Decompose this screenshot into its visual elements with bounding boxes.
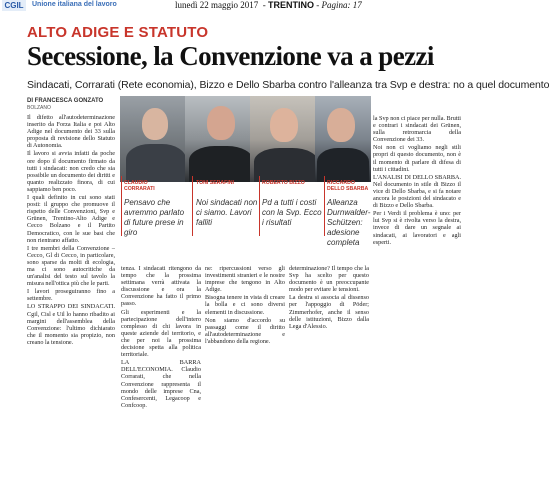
pull-quote: Alleanza Durnwalder-Schützen: adesione completa	[327, 198, 371, 247]
union-logo: CGIL	[2, 0, 26, 11]
paragraph: I lavori proseguiranno fino a settembre.	[27, 288, 115, 303]
text-column-2	[121, 265, 201, 477]
person-label: RICCARDO DELLO SBARBA	[327, 180, 369, 192]
photo-serafini	[185, 96, 257, 182]
person-label: TONI SERAFINI	[196, 180, 234, 186]
paragraph: Per i Verdi il problema è uno: per lui Svp si è rivolta verso la destra, invece di dare un segnale ai sindacati, ai lavoratori e agli esperti.	[373, 210, 461, 246]
text-column-3	[205, 265, 285, 477]
subhead: Sindacati, Corrarati (Rete economia), Bizzo e Dello Sbarba contro l'alleanza tra Svp e destra: no a quel documento	[27, 79, 549, 91]
text-column-4	[289, 265, 369, 477]
dateline-place: BOLZANO	[27, 105, 51, 111]
paragraph: la Svp non ci piace per nulla. Brutti e contrari i sindacati dei Grünen, sulla retromarcia della Convenzione dei 33.	[373, 115, 461, 144]
pull-quote: Pd a tutti i costi con la Svp. Ecco i risultati	[262, 198, 322, 227]
text-column-5	[373, 115, 461, 477]
dateline: lunedì 22 maggio 2017 - TRENTINO - Pagina: 17	[175, 0, 362, 10]
headline: Secessione, la Convenzione va a pezzi	[27, 41, 434, 71]
paragraph: I quali definito in cui sono stati posti: il gruppo che promuove il rispetto delle Convenzioni, Svp e Grünen, Trentino-Alto Adige e Cecco Bolzano e il Partito Democratico, con le sue basi che non rientrano affatto.	[27, 194, 115, 244]
paragraph: La destra si associa al dissenso per l'appoggio di Pöder; Zimmerhofer, anche il senso delle istituzioni, Bizzo dalla Lega d'Alessio.	[289, 294, 369, 330]
paragraph: Il lavoro si avvia infatti da poche ore dopo il documento firmato da tutti i sindacati: non credo che sia possibile un documento dei diritti e quanto realizzato finora, di cui sappiamo ben poco.	[27, 150, 115, 193]
paragraph: L'ANALISI DI DELLO SBARBA. Nel documento in stile di Bizzo il vice di Dello Sbarba, e si fa notare ancora le posizioni del sindacato e di Bizzo e Dello Sbarba.	[373, 173, 461, 210]
paragraph: I tre membri della Convenzione – Cecco, Gl di Cecco, in particolare, sono sparse da molti di ecologia, ma ci sono autocritiche da un'analisi del testo sul tavolo la misura nell'ottica più che le parti.	[27, 244, 115, 288]
photo-corrarati	[120, 96, 192, 182]
paragraph: Noi non ci vogliamo negli stili propri di questo documento, non è il momento di parlare di difesa di tutti i cittadini.	[373, 144, 461, 173]
paragraph: determinazione? Il tempo che la Svp ha scelto per questo documento è un preoccupante modo per evitare le tensioni.	[289, 265, 369, 294]
photo-dello-sbarba	[315, 96, 371, 182]
union-name: Unione italiana del lavoro	[32, 1, 117, 8]
pull-quote: Noi sindacati non ci siamo. Lavori falliti	[196, 198, 258, 227]
paragraph: Gli esperimenti e la partecipazione dell'intero complesso di chi lavora in queste aziende del territorio, e che per noi la prossima decisione spetta alla politica territoriale.	[121, 308, 201, 359]
quote-rule	[192, 176, 193, 236]
paragraph: LA BARRA DELL'ECONOMIA. Claudio Corrarati, che nella Convenzione rappresenta il mondo delle imprese Cna, Confesercenti, Legacoop e Confcoop.	[121, 359, 201, 409]
page-number: Pagina: 17	[321, 0, 362, 10]
photo-bizzo	[250, 96, 322, 182]
kicker: ALTO ADIGE E STATUTO	[27, 24, 209, 41]
date: lunedì 22 maggio 2017	[175, 0, 259, 10]
paragraph: Bisogna tenere in vista di creare la bolla e ci sono diversi elementi in discussione.	[205, 294, 285, 316]
paragraph: tenza. I sindacati ritengono da tempo che la prossima settimana verrà attivata la discussione e ora la Convenzione ha fatto il primo passo.	[121, 265, 201, 308]
quote-rule	[324, 176, 325, 236]
section-name: TRENTINO	[268, 0, 314, 10]
person-label: CLAUDIO CORRARATI	[124, 180, 155, 192]
paragraph: Il difetto all'autodeterminazione inserito da Forza Italia e poi Alto Adige nel documento dei 33 sulla proposta di revisione dello Statuto di Autonomia.	[27, 114, 115, 150]
quote-rule	[121, 176, 122, 236]
person-label: ROBERTO BIZZO	[262, 180, 305, 186]
paragraph: LO STRAPPO DEI SINDACATI. Cgil, Cisl e Uil lo hanno ribadito ai margini dell'assemblea della Convenzione: l'ultimo dichiarato che il momento sia propizio, non creano la tensione.	[27, 303, 115, 346]
text-column-1	[27, 114, 115, 477]
paragraph: ne: ripercussioni verso gli investimenti stranieri e le nostre imprese che tengono in Alto Adige.	[205, 265, 285, 294]
masthead	[0, 0, 482, 14]
byline: DI FRANCESCA GONZATO	[27, 98, 104, 104]
pull-quote: Pensavo che avremmo parlato di future prese in giro	[124, 198, 185, 237]
quote-rule	[259, 176, 260, 236]
paragraph: Non siamo d'accordo su passaggi come il diritto all'autodeterminazione e l'abbandono della regione.	[205, 316, 285, 345]
